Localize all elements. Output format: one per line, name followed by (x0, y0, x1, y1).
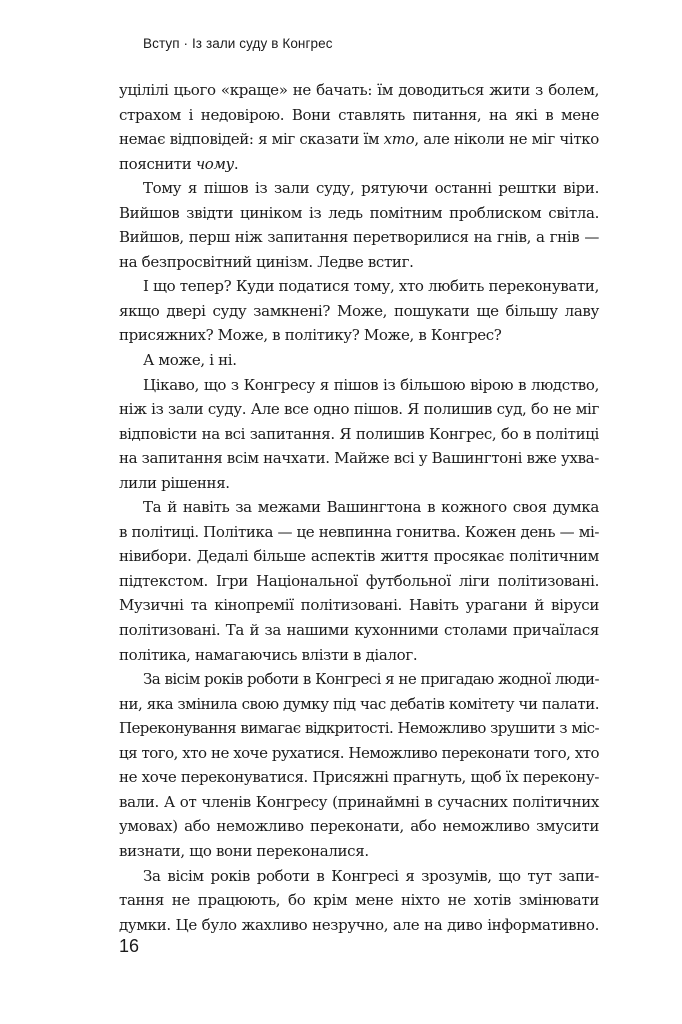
text-line: пояснити чому. (119, 154, 239, 173)
text-line: політика, намагаючись влізти в діалог. (119, 645, 418, 664)
text-line: в політиці. Політика — це невпинна гонитва. Кожен день — мі- (119, 522, 599, 541)
text-line: вали. А от членів Конгресу (принаймні в сучасних політичних (119, 792, 599, 811)
text-line: не хоче переконуватися. Присяжні прагнуть, щоб їх перекону- (119, 768, 599, 787)
text-line: Переконування вимагає відкритості. Неможливо зрушити з міс- (119, 719, 599, 738)
text-line: За вісім років роботи в Конгресі я не пригадаю жодної люди- (143, 670, 599, 689)
text-line: підтекстом. Ігри Національної футбольної ліги політизовані. (119, 571, 599, 590)
emphasis: хто (383, 130, 415, 149)
text-line: А може, і ні. (143, 351, 237, 370)
text-line: Музичні та кінопремії політизовані. Навіть урагани й віруси (119, 596, 599, 615)
text-line: немає відповідей: я міг сказати їм хто, але ніколи не міг чітко (119, 130, 599, 149)
text-line: присяжних? Може, в політику? Може, в Конгрес? (119, 326, 502, 345)
text-line: політизовані. Та й за нашими кухонними столами причаїлася (119, 621, 599, 640)
text-line: на запитання всім начхати. Майже всі у Вашингтоні вже ухва- (119, 449, 599, 468)
text-line: страхом і недовірою. Вони ставлять питання, на які в мене (119, 105, 599, 124)
emphasis: чому (195, 154, 234, 173)
text-line: лили рішення. (119, 473, 230, 492)
running-head: Вступ · Із зали суду в Конгрес (143, 36, 333, 51)
text-line: тання не працюють, бо крім мене ніхто не хотів змінювати (119, 891, 599, 910)
text-line: уцілілі цього «краще» не бачать: їм доводиться жити з болем, (119, 81, 599, 99)
text-line: визнати, що вони переконалися. (119, 841, 369, 860)
text-line: Вийшов, перш ніж запитання перетворилися на гнів, а гнів — (119, 228, 599, 247)
text-line: ця того, хто не хоче рухатися. Неможливо переконати того, хто (119, 743, 599, 762)
text-line: відповісти на всі запитання. Я полишив Конгрес, бо в політиці (119, 424, 599, 443)
text-line: на безпросвітний цинізм. Ледве встиг. (119, 252, 414, 271)
text-line: Та й навіть за межами Вашингтона в кожного своя думка (143, 498, 599, 517)
body-text (119, 78, 599, 937)
text-line: ни, яка змінила свою думку під час дебатів комітету чи палати. (119, 694, 599, 713)
text-line: ніж із зали суду. Але все одно пішов. Я полишив суд, бо не міг (119, 400, 599, 419)
text-line: нівибори. Дедалі більше аспектів життя просякає політичним (119, 547, 599, 566)
text-line: Тому я пішов із зали суду, рятуючи останні рештки віри. (143, 179, 599, 198)
text-line: За вісім років роботи в Конгресі я зрозумів, що тут запи- (143, 866, 599, 885)
text-line: І що тепер? Куди податися тому, хто любить переконувати, (143, 277, 599, 296)
text-line: Вийшов звідти циніком із ледь помітним проблиском світла. (119, 203, 599, 222)
text-line: Цікаво, що з Конгресу я пішов із більшою вірою в людство, (143, 375, 599, 394)
page-number: 16 (119, 936, 140, 956)
text-line: якщо двері суду замкнені? Може, пошукати ще більшу лаву (119, 301, 599, 320)
text-line: думки. Це було жахливо незручно, але на диво інформативно. (119, 915, 599, 934)
text-line: умовах) або неможливо переконати, або неможливо змусити (119, 817, 599, 836)
